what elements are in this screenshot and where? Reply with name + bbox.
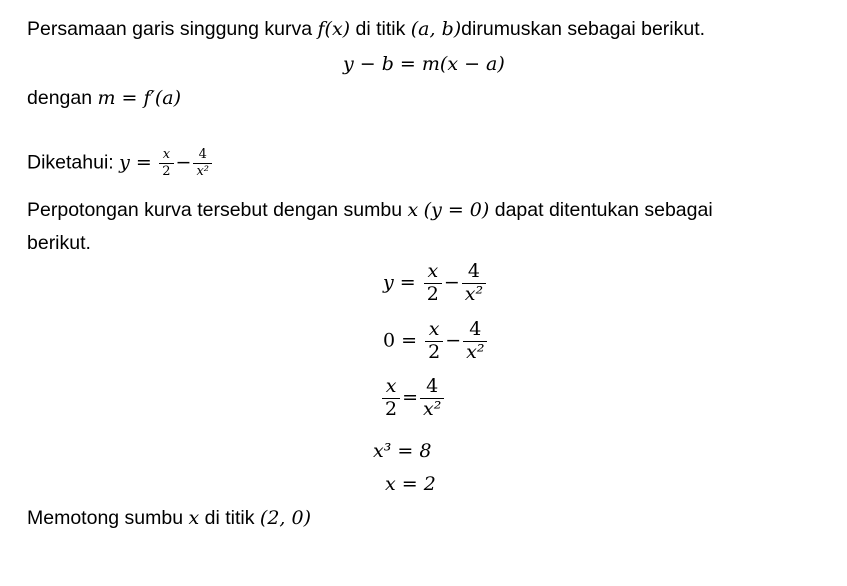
step-2-frac-4-x2: $\frac{4}{\text{x²}}$	[463, 320, 487, 363]
conclusion-text-b: di titik	[199, 507, 260, 529]
intro-point: (a, b)	[410, 18, 462, 40]
step-2-frac-x-2: $\frac{x}{2}$	[425, 320, 443, 363]
perpotongan-line-2: berikut.	[27, 232, 91, 254]
intro-text-b: di titik	[350, 18, 411, 40]
intro-fx: f(x)	[317, 18, 351, 40]
dengan-line	[27, 87, 181, 110]
step-3-frac-4-x2: $\frac{4}{\text{x²}}$	[420, 377, 444, 420]
diketahui-label: Diketahui:	[27, 151, 120, 174]
dengan-label: dengan	[27, 87, 98, 109]
step-2	[383, 320, 489, 363]
step-2-lhs: 0 =	[383, 329, 418, 352]
minus-sign: −	[175, 151, 192, 174]
intro-text-c: dirumuskan sebagai berikut.	[461, 18, 706, 40]
frac-4-over-x2: $\frac{4}{\text{x²}}$	[193, 148, 212, 178]
perpotongan-var-x: x	[407, 199, 419, 221]
intro-line	[27, 18, 705, 41]
step-1-frac-4-x2: $\frac{4}{\text{x²}}$	[462, 262, 486, 305]
conclusion-point: (2, 0)	[259, 507, 311, 529]
step-4: x³ = 8	[373, 440, 432, 462]
diketahui-line	[27, 148, 214, 178]
frac-x-over-2: $\frac{x}{2}$	[159, 148, 173, 178]
diketahui-y-eq: y =	[119, 151, 152, 174]
step-3-equals: =	[402, 386, 419, 409]
conclusion-var-x: x	[188, 507, 200, 529]
step-1	[383, 262, 488, 305]
perpotongan-cond: (y = 0)	[423, 199, 490, 221]
main-equation: y − b = m(x − a)	[343, 53, 505, 75]
dengan-expr: m = f′(a)	[97, 87, 182, 109]
perpotongan-line-1	[27, 199, 713, 222]
step-1-frac-x-2: $\frac{x}{2}$	[424, 262, 442, 305]
step-3-frac-x-2: $\frac{x}{2}$	[382, 377, 400, 420]
step-5: x = 2	[385, 473, 436, 495]
perpotongan-text-b: dapat ditentukan sebagai	[489, 199, 713, 221]
step-1-lhs: y =	[383, 271, 416, 294]
step-3	[380, 377, 446, 420]
step-2-minus: −	[445, 329, 462, 352]
step-1-minus: −	[443, 271, 460, 294]
intro-text-a: Persamaan garis singgung kurva	[27, 18, 318, 40]
conclusion-text-a: Memotong sumbu	[27, 507, 189, 529]
conclusion-line	[27, 507, 311, 530]
perpotongan-text-a: Perpotongan kurva tersebut dengan sumbu	[27, 199, 408, 221]
